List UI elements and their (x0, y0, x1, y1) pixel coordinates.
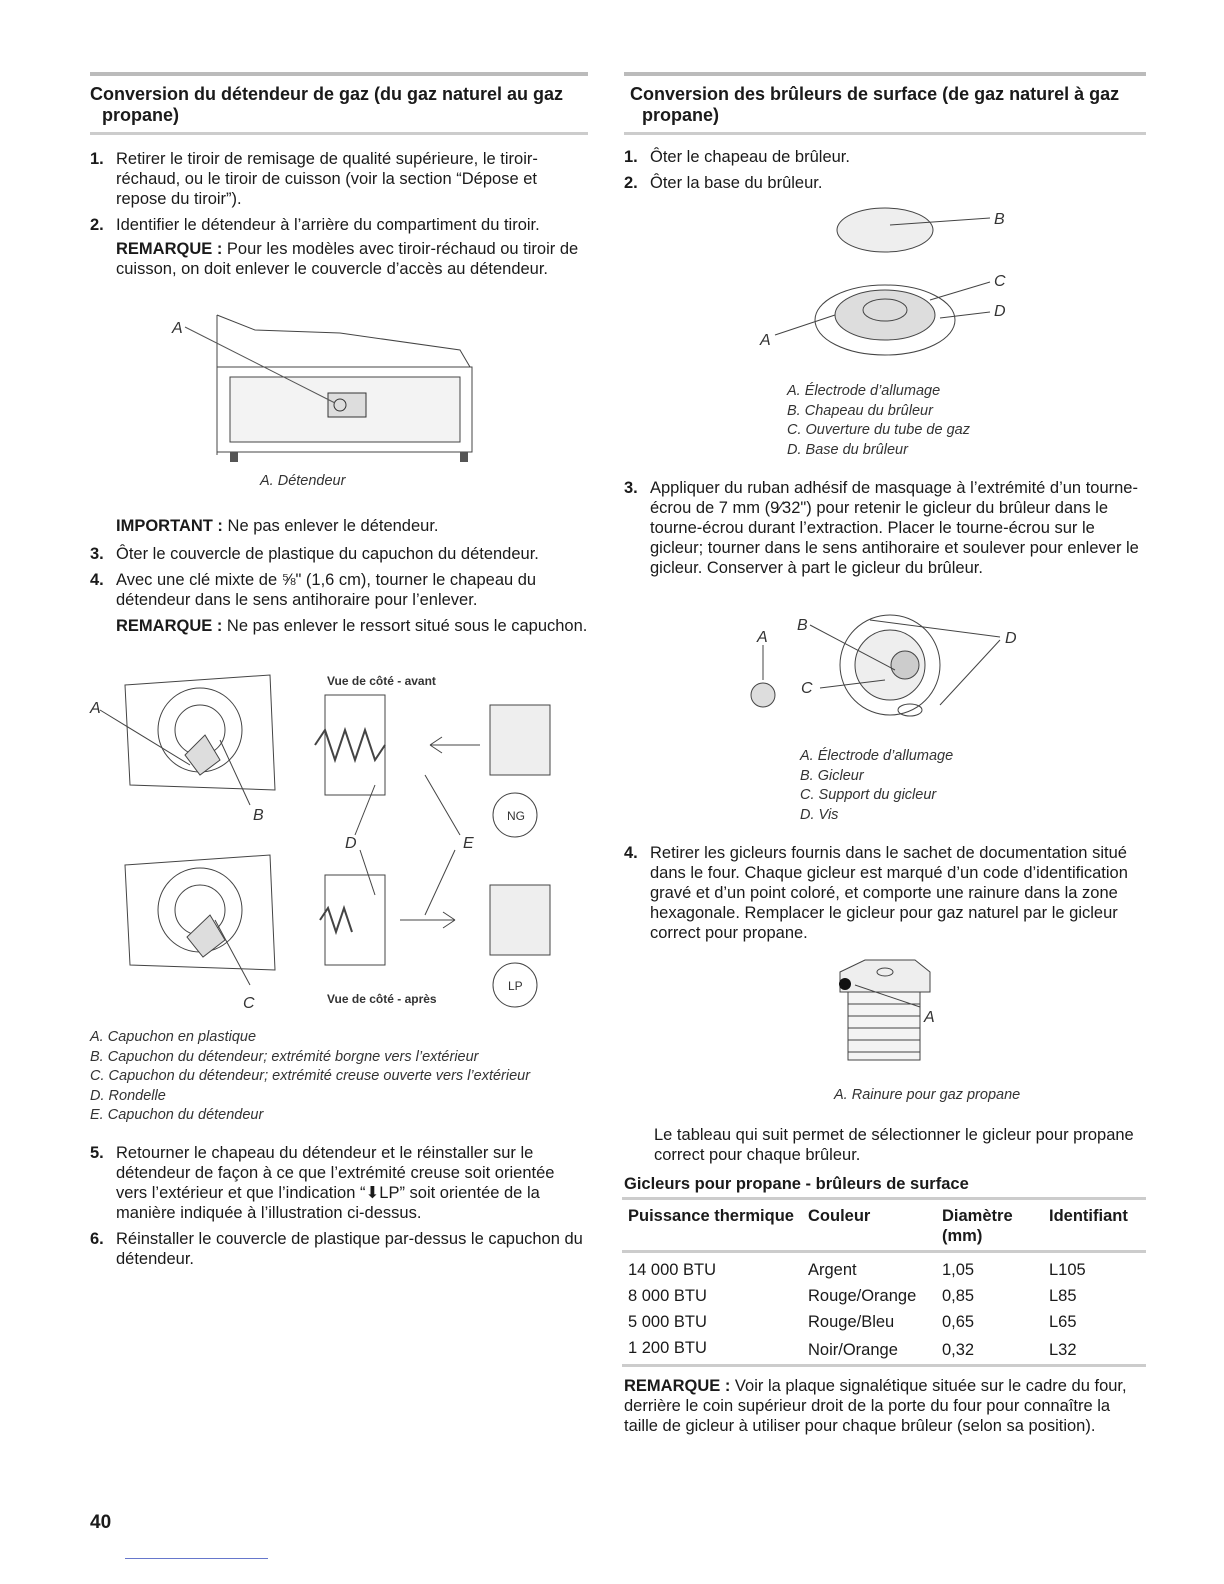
step (624, 843, 1146, 943)
step-text: Appliquer du ruban adhésif de masquage à l’extrémité d’un tourne-écrou de 7 mm (9⁄32") pour retenir le gicleur du brûleur dans le tourne-écrou durant l’extraction. Placer le tourne-écrou sur le gicleur; tourner dans le sens antihoraire et soulever pour enlever le gicleur. Conserver à part le gicleur du brûleur. (650, 479, 1139, 577)
step-number: 2. (90, 216, 104, 234)
step-text: Retirer les gicleurs fournis dans le sachet de documentation situé dans le four. Chaque gicleur est marqué d’un code d’identification gravé et d’un point coloré, et comporte une rainure dans la zone hexagonale. Remplacer le gicleur pour gaz naturel par le gicleur correct pour propane. (650, 844, 1128, 942)
note-label: REMARQUE : (624, 1377, 731, 1395)
step (90, 570, 588, 610)
step-number: 1. (624, 148, 638, 166)
lp-marking: LP (508, 979, 523, 993)
caption-line: C. Ouverture du tube de gaz (787, 422, 970, 438)
table-title: Gicleurs pour propane - brûleurs de surface (624, 1175, 969, 1193)
figure-label: A (90, 700, 101, 717)
cell: 0,85 (942, 1287, 975, 1305)
cell: 8 000 BTU (628, 1287, 707, 1305)
regulator-cap-figure (85, 665, 585, 1020)
figure-captions (787, 382, 970, 460)
left-column-cont (90, 510, 588, 642)
right-step4 (624, 843, 1146, 949)
step-text: Retourner le chapeau du détendeur et le réinstaller sur le détendeur de façon à ce que l’extrémité creuse soit orientée vers l’extérieur et que l’indication “⬇LP” soit orientée de la manière indiquée à l’illustration ci-dessus. (116, 1144, 555, 1222)
column-header: Puissance thermique (628, 1207, 794, 1225)
cell: Rouge/Orange (808, 1287, 917, 1305)
page-number: 40 (90, 1512, 112, 1533)
caption-line: D. Base du brûleur (787, 441, 908, 458)
figure-label: A (172, 320, 183, 337)
note-text: Pour les modèles avec tiroir-réchaud ou tiroir de cuisson, on doit enlever le couvercle d’accès au détendeur. (116, 240, 579, 278)
cell: L65 (1049, 1313, 1077, 1331)
figure-label: B (797, 617, 808, 634)
step-text: Réinstaller le couvercle de plastique par-dessus le capuchon du détendeur. (116, 1230, 583, 1268)
figure-label: D (1005, 630, 1017, 647)
table-note (624, 1376, 1139, 1436)
step (624, 173, 1146, 193)
orifice-figure (745, 605, 1035, 745)
caption-line: D. Vis (800, 806, 839, 823)
caption-line: B. Gicleur (800, 767, 864, 784)
step-number: 2. (624, 174, 638, 192)
step (90, 1143, 588, 1223)
footer-rule (125, 1558, 268, 1559)
section-title (624, 72, 1146, 135)
caption-line: C. Support du gicleur (800, 787, 937, 803)
step (90, 544, 588, 564)
step-number: 1. (90, 150, 104, 168)
step (624, 478, 1146, 578)
step (90, 1229, 588, 1269)
column-header: Identifiant (1049, 1207, 1128, 1225)
caption-line: B. Chapeau du brûleur (787, 402, 933, 419)
title-text: Conversion des brûleurs de surface (de gaz naturel à gaz propane) (630, 84, 1120, 125)
cell: 5 000 BTU (628, 1313, 707, 1331)
step-number: 3. (624, 479, 638, 497)
cell: 0,65 (942, 1313, 975, 1331)
cell: Noir/Orange (808, 1340, 898, 1359)
note-text: Voir la plaque signalétique située sur le cadre du four, derrière le coin supérieur droit de la porte du four pour connaître la taille de gicleur à utiliser pour chaque brûleur (selon sa position). (624, 1377, 1127, 1435)
caption-line: A. Électrode d’allumage (800, 748, 954, 764)
cell: Argent (808, 1261, 857, 1279)
step (90, 215, 588, 235)
figure-caption: A. Détendeur (260, 473, 346, 489)
important-note (116, 516, 588, 536)
cell: L105 (1049, 1261, 1086, 1279)
right-column (624, 72, 1146, 199)
caption-line: D. Rondelle (90, 1087, 166, 1104)
column-header: Couleur (808, 1207, 871, 1225)
figure-label: C (801, 680, 813, 697)
cell: 1 200 BTU (628, 1339, 707, 1357)
figure-captions (800, 747, 953, 825)
note-label: REMARQUE : (116, 617, 223, 635)
left-steps-end (90, 1143, 588, 1275)
ng-marking: NG (507, 809, 525, 823)
note-label: REMARQUE : (116, 240, 223, 258)
caption-line: E. Capuchon du détendeur (90, 1107, 264, 1123)
note-text: Ne pas enlever le ressort situé sous le capuchon. (222, 617, 588, 635)
table-row (622, 1283, 1146, 1309)
table-intro: Le tableau qui suit permet de sélectionner le gicleur pour propane correct pour chaque brûleur. (654, 1126, 1134, 1164)
figure-captions (90, 1028, 530, 1126)
step-number: 5. (90, 1144, 104, 1162)
table-row (622, 1309, 1146, 1335)
important-label: IMPORTANT : (116, 517, 223, 535)
step (90, 149, 588, 209)
orifice-table (622, 1197, 1146, 1367)
figure-label: E (463, 835, 474, 852)
figure-caption: A. Rainure pour gaz propane (834, 1087, 1021, 1103)
caption-line: A. Capuchon en plastique (90, 1029, 257, 1045)
step-number: 4. (624, 844, 638, 862)
caption-line: A. Électrode d’allumage (787, 383, 941, 399)
view-label: Vue de côté - après (327, 992, 437, 1006)
column-header: Diamètre (mm) (942, 1207, 1013, 1245)
figure-label: A (760, 332, 771, 349)
step-text: Ôter le chapeau de brûleur. (650, 148, 850, 166)
figure-label: D (994, 303, 1006, 320)
cell: 1,05 (942, 1261, 975, 1279)
left-column (90, 72, 588, 285)
step-text: Avec une clé mixte de ⅝" (1,6 cm), tourner le chapeau du détendeur dans le sens antihoraire pour l’enlever. (116, 571, 537, 609)
section-title (90, 72, 588, 135)
figure-label: D (345, 835, 357, 852)
cell: L85 (1049, 1287, 1077, 1305)
burner-figure (750, 200, 1020, 380)
figure-label: C (994, 273, 1006, 290)
figure-label: C (243, 995, 255, 1012)
view-label: Vue de côté - avant (327, 674, 436, 688)
step-text: Ôter le couvercle de plastique du capuchon du détendeur. (116, 545, 539, 563)
step (624, 147, 1146, 167)
figure-label: A (924, 1009, 935, 1026)
step-text: Retirer le tiroir de remisage de qualité supérieure, le tiroir-réchaud, ou le tiroir de cuisson (voir la section “Dépose et repose du tiroir”). (116, 150, 538, 208)
figure-label: B (253, 807, 264, 824)
step-text: Ôter la base du brûleur. (650, 174, 823, 192)
cell: L32 (1049, 1340, 1077, 1359)
important-text: Ne pas enlever le détendeur. (222, 517, 439, 535)
note (116, 616, 588, 636)
note (116, 239, 588, 279)
caption-line: B. Capuchon du détendeur; extrémité borgne vers l’extérieur (90, 1048, 479, 1065)
step-number: 4. (90, 571, 104, 589)
title-text: Conversion du détendeur de gaz (du gaz naturel au gaz propane) (90, 84, 564, 125)
cell: Rouge/Bleu (808, 1313, 895, 1331)
table-row (622, 1335, 1146, 1366)
propane-orifice-figure (820, 952, 960, 1072)
table-row (622, 1252, 1146, 1284)
figure-label: A (757, 629, 768, 646)
cell: 14 000 BTU (628, 1261, 717, 1279)
figure-label: B (994, 211, 1005, 228)
step-text: Identifier le détendeur à l’arrière du compartiment du tiroir. (116, 216, 540, 234)
regulator-location-figure (160, 305, 500, 475)
cell: 0,32 (942, 1340, 975, 1359)
caption-line: C. Capuchon du détendeur; extrémité creuse ouverte vers l’extérieur (90, 1068, 531, 1084)
step-number: 6. (90, 1230, 104, 1248)
step-number: 3. (90, 545, 104, 563)
right-step3 (624, 478, 1146, 584)
